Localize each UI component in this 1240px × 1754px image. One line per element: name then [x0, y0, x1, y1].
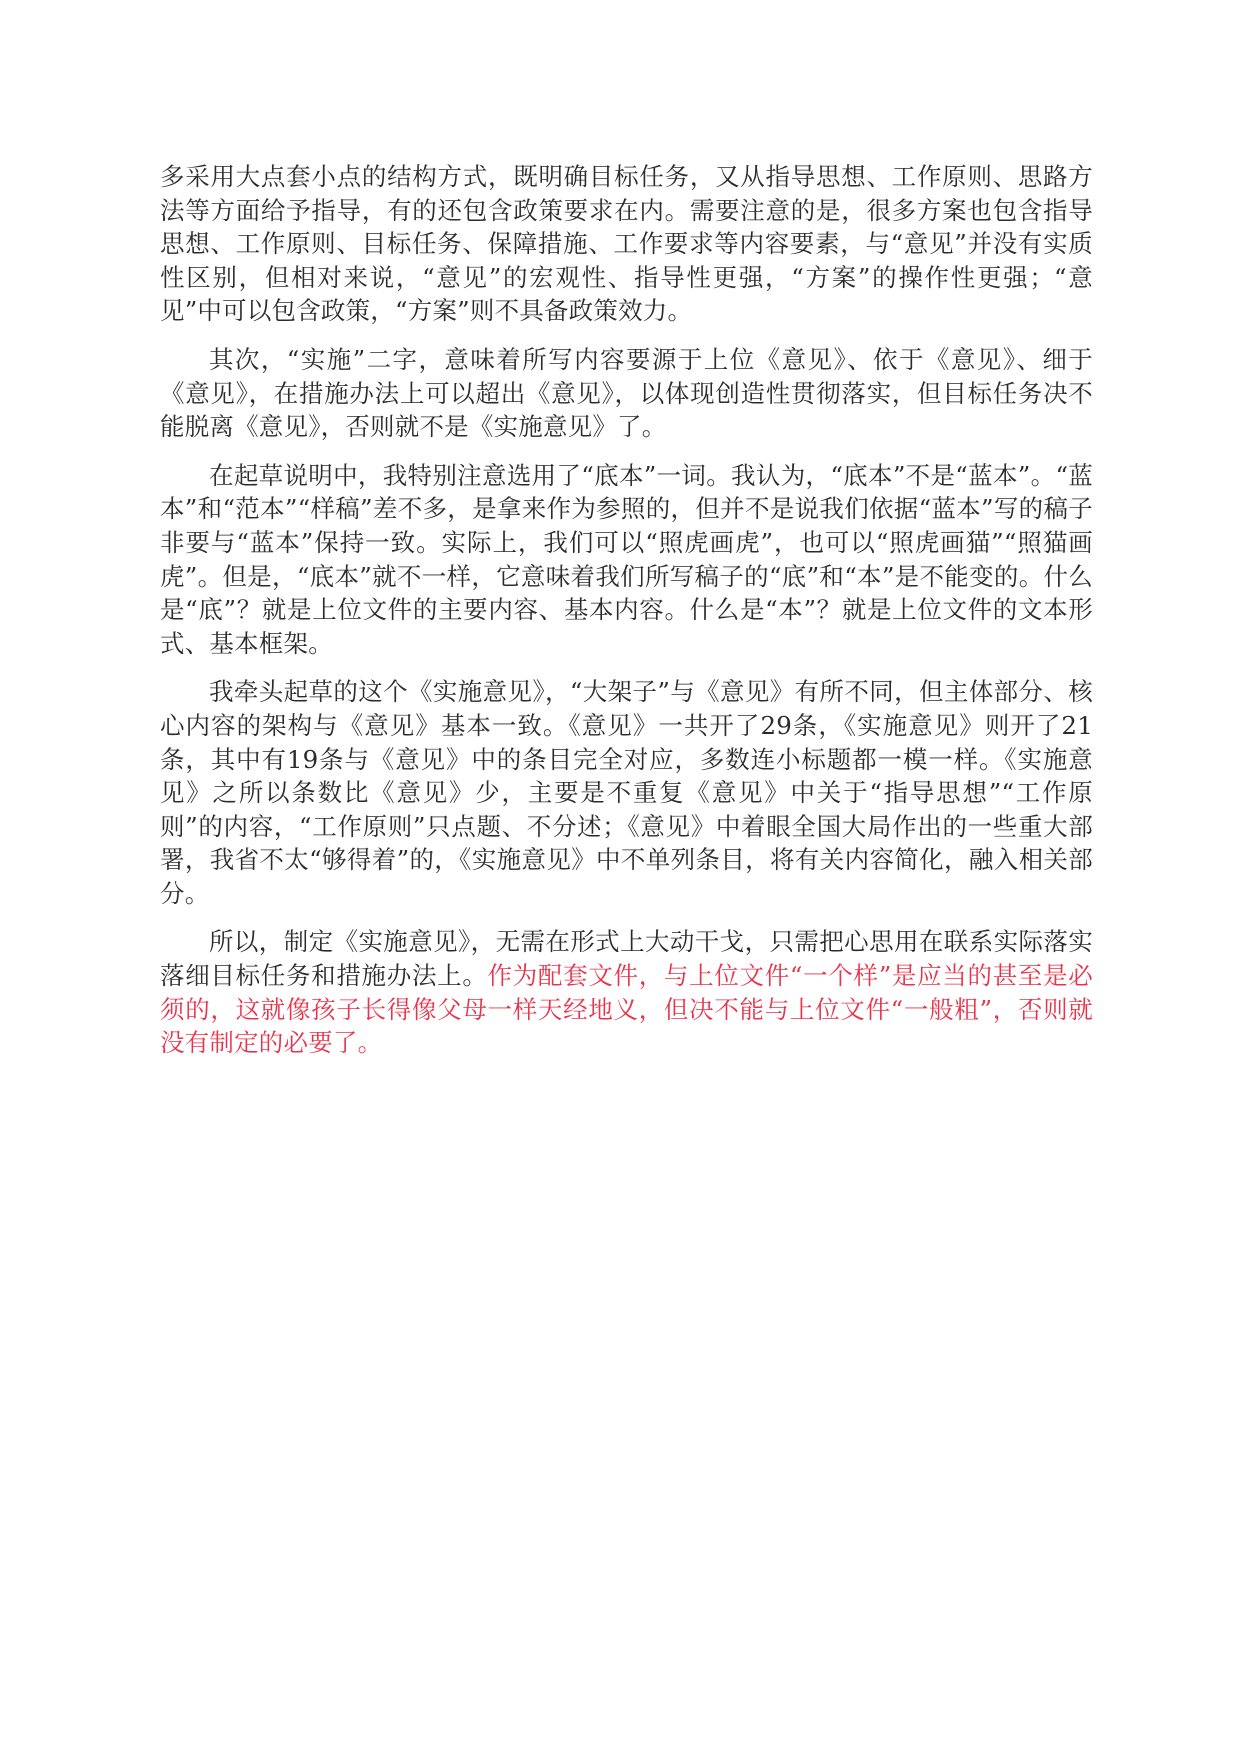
paragraph-2 — [160, 343, 1093, 444]
paragraph-3-text: 在起草说明中，我特别注意选用了“底本”一词。我认为，“底本”不是“蓝本”。“蓝本”和“范本”“样稿”差不多，是拿来作为参照的，但并不是说我们依据“蓝本”写的稿子非要与“蓝本”保持一致。实际上，我们可以“照虎画虎”，也可以“照虎画猫”“照猫画虎”。但是，“底本”就不一样，它意味着我们所写稿子的“底”和“本”是不能变的。什么是“底”？就是上位文件的主要内容、基本内容。什么是“本”？就是上位文件的文本形式、基本框架。 — [160, 460, 1093, 658]
paragraph-4-text: 我牵头起草的这个《实施意见》，“大架子”与《意见》有所不同，但主体部分、核心内容的架构与《意见》基本一致。《意见》一共开了29条，《实施意见》则开了21条，其中有19条与《意见》中的条目完全对应，多数连小标题都一模一样。《实施意见》之所以条数比《意见》少，主要是不重复《意见》中关于“指导思想”“工作原则”的内容，“工作原则”只点题、不分述；《意见》中着眼全国大局作出的一些重大部署，我省不太“够得着”的，《实施意见》中不单列条目，将有关内容简化，融入相关部分。 — [160, 677, 1093, 908]
paragraph-5 — [160, 925, 1093, 1059]
paragraph-1 — [160, 160, 1093, 328]
paragraph-1-text: 多采用大点套小点的结构方式，既明确目标任务，又从指导思想、工作原则、思路方法等方面给予指导，有的还包含政策要求在内。需要注意的是，很多方案也包含指导思想、工作原则、目标任务、保障措施、工作要求等内容要素，与“意见”并没有实质性区别，但相对来说，“意见”的宏观性、指导性更强，“方案”的操作性更强；“意见”中可以包含政策，“方案”则不具备政策效力。 — [160, 162, 1093, 326]
paragraph-4 — [160, 675, 1093, 910]
paragraph-2-text: 其次，“实施”二字，意味着所写内容要源于上位《意见》、依于《意见》、细于《意见》，在措施办法上可以超出《意见》，以体现创造性贯彻落实，但目标任务决不能脱离《意见》，否则就不是《实施意见》了。 — [160, 344, 1093, 442]
paragraph-5-highlight: 作为配套文件，与上位文件“一个样”是应当的甚至是必须的，这就像孩子长得像父母一样天经地义，但决不能与上位文件“一般粗”，否则就没有制定的必要了。 — [160, 961, 1093, 1058]
paragraph-5-text: 所以，制定《实施意见》，无需在形式上大动干戈，只需把心思用在联系实际落实落细目标任务和措施办法上。 — [160, 927, 1093, 991]
paragraph-3 — [160, 459, 1093, 661]
